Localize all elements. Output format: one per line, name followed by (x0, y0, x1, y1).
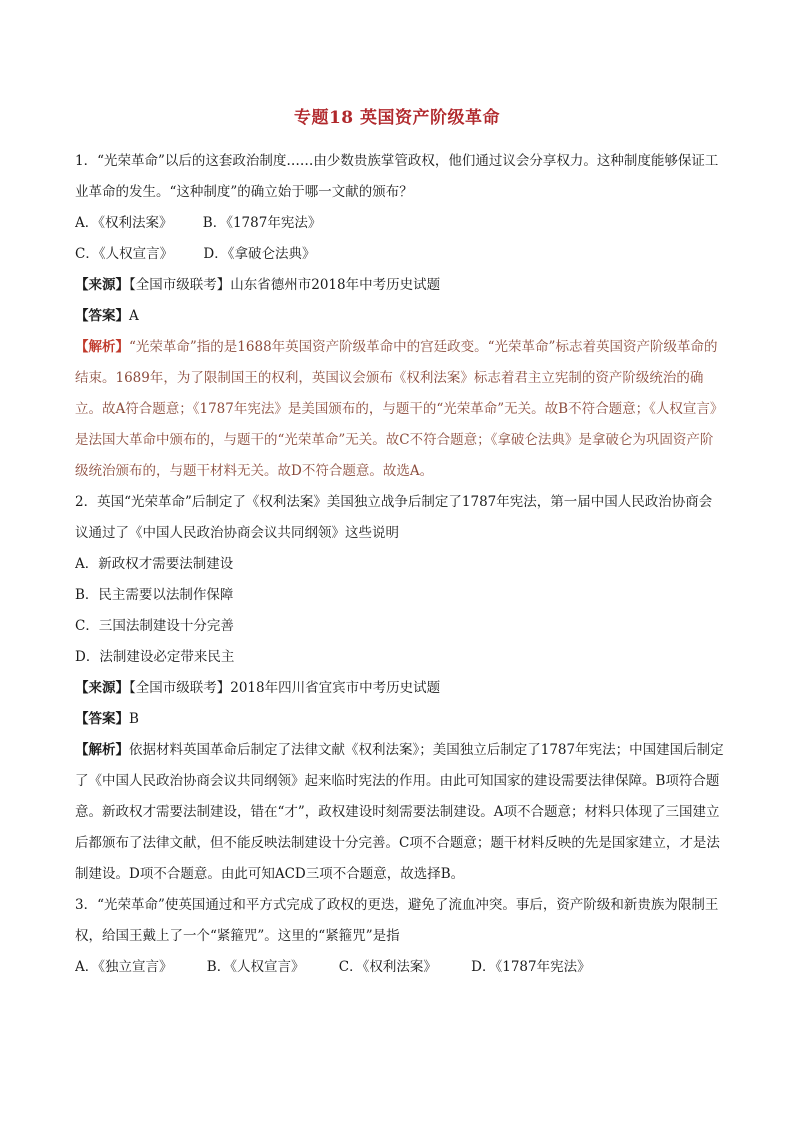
q2-source (75, 673, 725, 704)
q2-analysis (75, 735, 725, 890)
q3-option-c: C．《权利法案》 (338, 959, 437, 975)
q3-stem: 3．“光荣革命”使英国通过和平方式完成了政权的更迭，避免了流血冲突。事后，资产阶级和新贵族为限制王权，给国王戴上了一个“紧箍咒”。这里的“紧箍咒”是指 (75, 897, 719, 944)
q3-option-b: B．《人权宣言》 (206, 959, 305, 975)
q1-source (75, 270, 725, 301)
q1-option-a: A．《权利法案》 (75, 215, 173, 231)
q2-option-c: C．三国法制建设十分完善 (75, 618, 234, 634)
q1-option-b: B．《1787年宪法》 (202, 215, 322, 231)
q1-analysis-label: 【解析】 (75, 339, 129, 355)
q2-answer (75, 704, 725, 735)
q1-analysis (75, 332, 725, 487)
q3-option-d: D．《1787年宪法》 (471, 959, 591, 975)
q2-analysis-text: 依据材料英国革命后制定了法律文献《权利法案》；美国独立后制定了1787年宪法；中国建国后制定了《中国人民政治协商会议共同纲领》起来临时宪法的作用。由此可知国家的建设需要法律保障。B项符合题意。新政权才需要法制建设，错在“才”，政权建设时刻需要法制建设。A项不合题意；材料只体现了三国建立后都颁布了法律文献，但不能反映法制建设十分完善。C项不合题意；题干材料反映的先是国家建立，才是法制建设。D项不合题意。由此可知ACD三项不合题意，故选择B。 (75, 742, 724, 882)
q1-answer (75, 301, 725, 332)
q2-option-a: A．新政权才需要法制建设 (75, 556, 234, 572)
page-title: 专题18 英国资产阶级革命 (293, 108, 501, 128)
q1-stem: 1．“光荣革命”以后的这套政治制度……由少数贵族掌管政权，他们通过议会分享权力。这种制度能够保证工业革命的发生。“这种制度”的确立始于哪一文献的颁布？ (75, 153, 719, 200)
q1-source-text: 【全国市级联考】山东省德州市2018年中考历史试题 (129, 277, 441, 293)
document-content (75, 146, 725, 983)
q1-source-label: 【来源】 (75, 277, 129, 293)
q1-options-row-2 (75, 239, 725, 270)
q2-analysis-label: 【解析】 (75, 742, 129, 758)
q1-option-c: C．《人权宣言》 (75, 246, 174, 262)
q2-option-d: D．法制建设必定带来民主 (75, 649, 235, 665)
q1-answer-label: 【答案】 (75, 308, 129, 324)
q2-source-text: 【全国市级联考】2018年四川省宜宾市中考历史试题 (129, 680, 441, 696)
q1-option-d: D．《拿破仑法典》 (203, 246, 316, 262)
q1-options-row-1 (75, 208, 725, 239)
q2-answer-text: B (129, 711, 139, 727)
q2-stem: 2．英国“光荣革命”后制定了《权利法案》美国独立战争后制定了1787年宪法，第一届中国人民政治协商会议通过了《中国人民政治协商会议共同纲领》这些说明 (75, 494, 713, 541)
q1-analysis-text: “光荣革命”指的是1688年英国资产阶级革命中的宫廷政变。“光荣革命”标志着英国资产阶级革命的结束。1689年，为了限制国王的权利，英国议会颁布《权利法案》标志着君主立宪制的资产阶级统治的确立。故A符合题意；《1787年宪法》是美国颁布的，与题干的“光荣革命”无关。故B不符合题意；《人权宣言》是法国大革命中颁布的，与题干的“光荣革命”无关。故C不符合题意；《拿破仑法典》是拿破仑为巩固资产阶级统治颁布的，与题干材料无关。故D不符合题意。故选A。 (75, 339, 724, 479)
q2-source-label: 【来源】 (75, 680, 129, 696)
q2-option-b: B．民主需要以法制作保障 (75, 587, 234, 603)
q3-option-a: A．《独立宣言》 (75, 959, 173, 975)
q3-options-row (75, 952, 725, 983)
q2-answer-label: 【答案】 (75, 711, 129, 727)
q1-answer-text: A (129, 308, 139, 324)
